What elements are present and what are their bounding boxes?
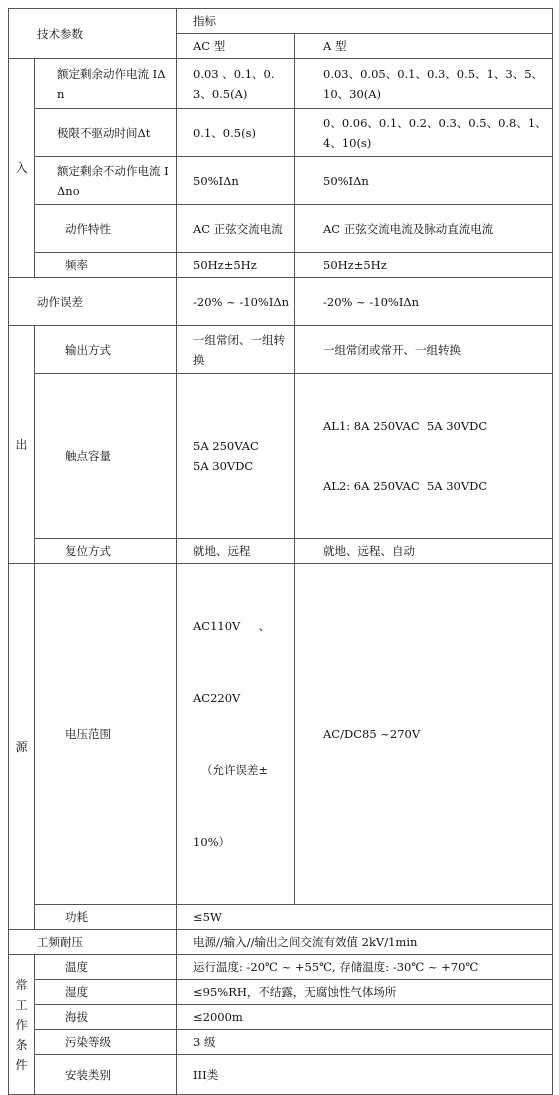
table-row — [9, 374, 553, 539]
param-label: 复位方式 — [35, 539, 177, 564]
group-char: 件 — [15, 1057, 28, 1072]
param-label: 污染等级 — [35, 1030, 177, 1055]
ac-value — [177, 564, 295, 905]
table-row — [9, 539, 553, 564]
group-source-label: 源 — [9, 564, 35, 930]
ac-value: 0.1、0.5(s) — [177, 109, 295, 157]
ac-value: 50%IΔn — [177, 157, 295, 205]
ac-value: -20% ~ -10%IΔn — [177, 278, 295, 326]
a-type-header: A 型 — [295, 34, 553, 59]
group-normal-conditions-label — [9, 955, 35, 1095]
group-input-label: 入 — [9, 59, 35, 278]
value: ≤5W — [177, 905, 553, 930]
param-label: 温度 — [35, 955, 177, 980]
a-value: 50%IΔn — [295, 157, 553, 205]
ac-value-line: 5A 30VDC — [193, 459, 254, 473]
table-row — [9, 955, 553, 980]
param-label: 额定剩余不动作电流 IΔno — [35, 157, 177, 205]
indicator-header: 指标 — [177, 9, 553, 34]
ac-value: 50Hz±5Hz — [177, 253, 295, 278]
ac-value-line: 10%） — [193, 835, 231, 849]
a-value: 0.03、0.05、0.1、0.3、0.5、1、3、5、10、30(A) — [295, 59, 553, 109]
ac-type-header: AC 型 — [177, 34, 295, 59]
param-label: 海拔 — [35, 1005, 177, 1030]
tech-params-header: 技术参数 — [9, 9, 177, 59]
table-row — [9, 157, 553, 205]
ac-value: 一组常闭、一组转换 — [177, 326, 295, 374]
value: III类 — [177, 1055, 553, 1095]
group-output-label: 出 — [9, 326, 35, 564]
param-label: 功耗 — [35, 905, 177, 930]
a-value: 就地、远程、自动 — [295, 539, 553, 564]
ac-value: 就地、远程 — [177, 539, 295, 564]
table-row — [9, 109, 553, 157]
table-row — [9, 59, 553, 109]
table-row — [9, 1030, 553, 1055]
param-label: 输出方式 — [35, 326, 177, 374]
value: ≤2000m — [177, 1005, 553, 1030]
table-row — [9, 253, 553, 278]
a-value: -20% ~ -10%IΔn — [295, 278, 553, 326]
param-label: 动作特性 — [35, 205, 177, 253]
value: 运行温度: -20℃ ~ +55℃, 存储温度: -30℃ ~ +70℃ — [177, 955, 553, 980]
table-row — [9, 905, 553, 930]
param-label: 极限不驱动时间Δt — [35, 109, 177, 157]
table-row — [9, 326, 553, 374]
table-row — [9, 278, 553, 326]
a-value: 0、0.06、0.1、0.2、0.3、0.5、0.8、1、4、10(s) — [295, 109, 553, 157]
ac-value-line: （允许误差± — [201, 763, 269, 777]
table-row — [9, 1005, 553, 1030]
param-label: 湿度 — [35, 980, 177, 1005]
param-label: 触点容量 — [35, 374, 177, 539]
value: 电源//输入//输出之间交流有效值 2kV/1min — [177, 930, 553, 955]
group-char: 工 — [15, 997, 28, 1012]
group-char: 条 — [15, 1037, 28, 1052]
table-row — [9, 205, 553, 253]
param-label: 电压范围 — [35, 564, 177, 905]
table-row — [9, 930, 553, 955]
ac-value: AC 正弦交流电流 — [177, 205, 295, 253]
ac-value-line: AC110V 、 — [193, 619, 271, 633]
param-label: 动作误差 — [9, 278, 177, 326]
a-value: AC 正弦交流电流及脉动直流电流 — [295, 205, 553, 253]
param-label: 额定剩余动作电流 IΔn — [35, 59, 177, 109]
param-label: 安装类别 — [35, 1055, 177, 1095]
a-value — [295, 374, 553, 539]
table-row — [9, 564, 553, 905]
group-char: 常 — [15, 977, 28, 992]
param-label: 工频耐压 — [9, 930, 177, 955]
ac-value-line: AC220V — [193, 691, 241, 705]
a-value-line: AL1: 8A 250VAC 5A 30VDC — [323, 419, 488, 433]
ac-value: 0.03 、0.1、0.3、0.5(A) — [177, 59, 295, 109]
group-char: 作 — [15, 1017, 28, 1032]
a-value-line: AL2: 6A 250VAC 5A 30VDC — [323, 479, 488, 493]
table-row — [9, 1055, 553, 1095]
ac-value-line: 5A 250VAC — [193, 439, 259, 453]
spec-table — [8, 8, 553, 1095]
table-row — [9, 980, 553, 1005]
value: 3 级 — [177, 1030, 553, 1055]
a-value: 50Hz±5Hz — [295, 253, 553, 278]
ac-value — [177, 374, 295, 539]
header-row — [9, 9, 553, 34]
param-label: 频率 — [35, 253, 177, 278]
a-value: AC/DC85 ~270V — [295, 564, 553, 905]
value: ≤95%RH，不结露，无腐蚀性气体场所 — [177, 980, 553, 1005]
a-value: 一组常闭或常开、一组转换 — [295, 326, 553, 374]
